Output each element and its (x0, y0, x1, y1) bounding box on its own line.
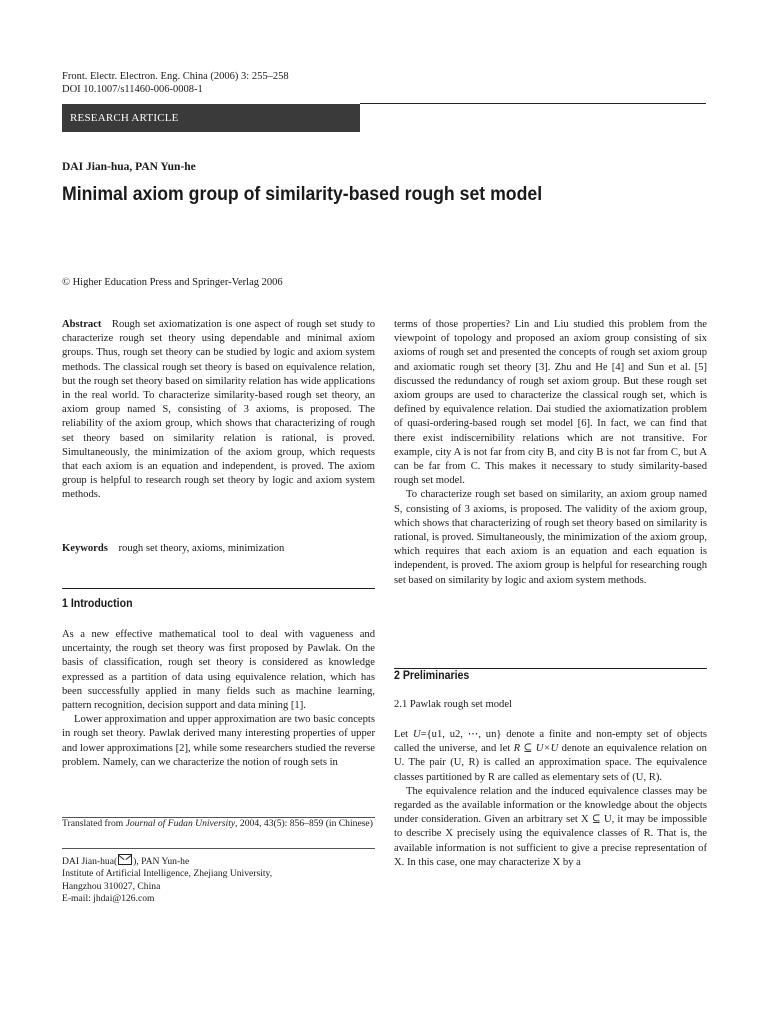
paragraph: Lower approximation and upper approximation are two basic concepts in rough set theory. Pawlak derived many interesting properties of upper and lower approximations [2], while some researchers studied the reverse problem. Namely, can we characterize the notion of rough sets in (62, 714, 375, 768)
subsection-heading: 2.1 Pawlak rough set model (394, 699, 512, 710)
section-heading-preliminaries: 2 Preliminaries (394, 670, 470, 682)
city: Hangzhou 310027, China (62, 880, 161, 892)
journal-info (62, 70, 289, 96)
article-type-banner (62, 104, 360, 132)
paper-title: Minimal axiom group of similarity-based rough set model (62, 184, 543, 205)
authors: DAI Jian-hua, PAN Yun-he (62, 161, 196, 173)
email: E-mail: jhdai@126.com (62, 893, 155, 905)
section-rule (394, 668, 707, 669)
footnote-translation: Translated from Journal of Fudan University, 2004, 43(5): 856–859 (in Chinese) (62, 818, 373, 829)
author-affiliation: DAI Jian-hua( ), PAN Yun-he Institute of Artificial Intelligence, Zhejiang University, Hangzhou 310027, China E-mail: jhdai@126.com (62, 854, 375, 906)
paragraph: terms of those properties? Lin and Liu studied this problem from the viewpoint of topology and proposed an axiom group consisting of six axioms of rough set and presented the concepts of rough set axiom group and axiomatic rough set theory [3]. Zhu and He [4] and Sun et al. [5] discussed the redundancy of rough set axiom group. But these rough set axiom groups are used to characterize the classical rough set, which is defined by equivalence relation. Dai studied the axiomatization problem of quasi-ordering-based rough set model [6]. In fact, we can find that there exist indiscernibility relations which are not transitive. For example, city A is not far from city B, and city B is not far from C, but A can be far from C. This makes it necessary to study similarity-based rough set model. (394, 319, 707, 487)
paragraph: Let U={u1, u2, ⋯, un} denote a finite and non-empty set of objects called the universe, and let R ⊆ U×U denote an equivalence relation on U. The pair (U, R) is called an approximation space. The equivalence classes partitioned by R are called as elementary sets of (U, R). (394, 729, 708, 783)
source-journal: Journal of Fudan University (125, 818, 236, 829)
institute: Institute of Artificial Intelligence, Zhejiang University, (62, 868, 273, 880)
doi: DOI 10.1007/s11460-006-0008-1 (62, 84, 203, 95)
preliminaries-text (394, 728, 707, 870)
footnote-rule (62, 848, 375, 849)
abstract-text: Rough set axiomatization is one aspect of rough set study to characterize rough set theory using dependable and minimal axiom groups. Thus, rough set theory can be studied by logic and axiom system methods. The classical rough set theory is based on equivalence relation, but the rough set theory based on similarity relation has wide applications in the real world. To characterize similarity-based rough set theory, an axiom group named S, consisting of 3 axioms, is proposed. The reliability of the axiom group, which shows that characterizing of rough set theory based on similarity relation is rational, is proved. Simultaneously, the minimization of the axiom group, which requests that each axiom is an equation and independent, is proved. The axiom group is helpful to research rough set theory by logic and axiom system methods. (62, 319, 375, 501)
copyright: © Higher Education Press and Springer-Verlag 2006 (62, 277, 283, 288)
abstract (62, 318, 375, 503)
journal-citation: Front. Electr. Electron. Eng. China (2006) 3: 255–258 (62, 71, 289, 82)
section-rule (62, 588, 375, 589)
abstract-label: Abstract (62, 319, 102, 330)
header-rule (360, 103, 706, 104)
intro-text-right (394, 318, 707, 588)
intro-text-left (62, 628, 375, 770)
keywords (62, 542, 375, 556)
section-heading-introduction: 1 Introduction (62, 598, 133, 610)
keywords-text: rough set theory, axioms, minimization (118, 543, 285, 554)
paragraph: The equivalence relation and the induced equivalence classes may be regarded as the available information or the knowledge about the objects under consideration. Given an arbitrary set X ⊆ U, it may be impossible to describe X precisely using the equivalence classes of R. That is, the available information is not sufficient to give a precise representation of X. In this case, one may characterize X by a (394, 785, 707, 868)
keywords-label: Keywords (62, 543, 108, 554)
paragraph: To characterize rough set based on similarity, an axiom group named S, consisting of 3 axioms, is proposed. The validity of the axiom group, which shows that characterizing of rough set theory based on similarity is rational, is proved. Simultaneously, the minimization of the axiom group, which requires that each axiom is an equation and each equation is independent, is proved. The axiom group is helpful for researching rough set based on similarity by logic and axiom system methods. (394, 489, 707, 586)
article-type-label: RESEARCH ARTICLE (70, 112, 179, 124)
envelope-icon (118, 854, 132, 865)
paragraph: As a new effective mathematical tool to deal with vagueness and uncertainty, the rough set theory was first proposed by Pawlak. On the basis of classification, rough set theory is considered as knowledge expressed as a partition of data using equivalence relation, which has been successfully applied in many fields such as machine learning, pattern recognition, decision support and data mining [1]. (62, 629, 375, 712)
